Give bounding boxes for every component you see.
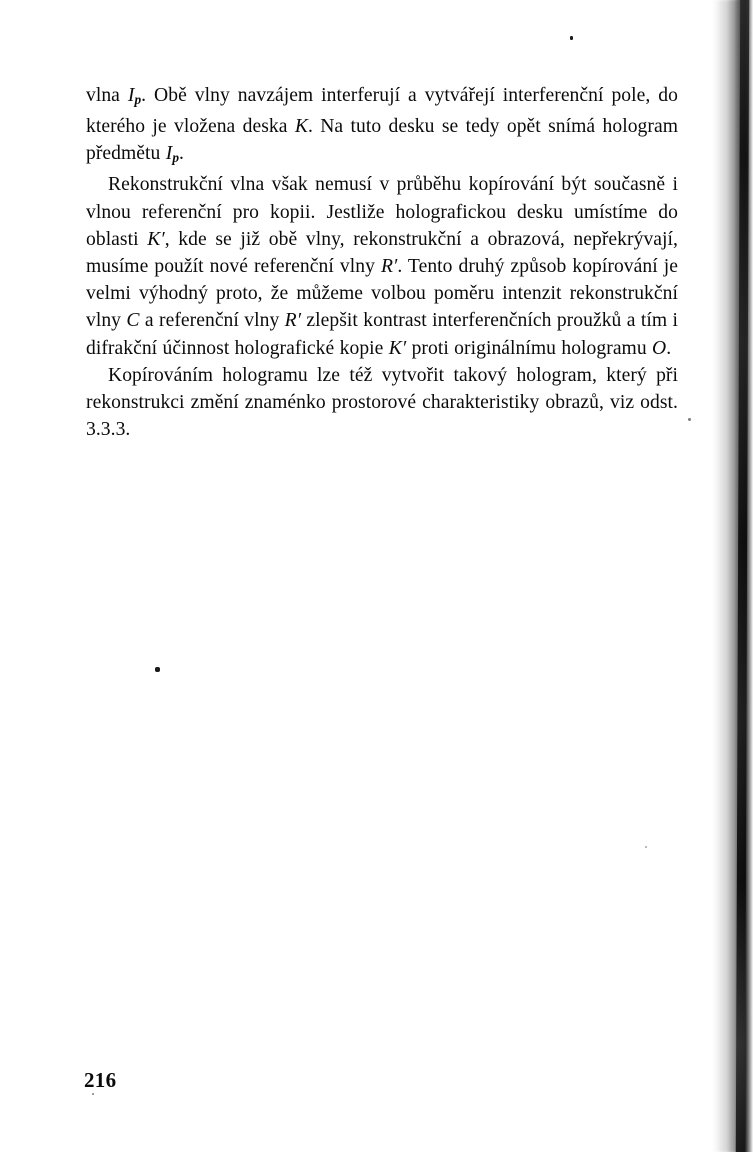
paragraph-2: Rekonstrukční vlna však nemusí v průběhu kopírování být současně i vlnou referenční pro kopii. Jestliže holografickou desku umístíme do oblasti K′, kde se již obě vlny, rekonstrukční a obrazová, nepřekrývají, musíme použít nové referenční vlny R′. Tento druhý způsob kopírování je velmi výhodný proto, že můžeme volbou poměru intenzit rekonstrukční vlny C a referenční vlny R′ zlepšit kontrast interferenčních proužků a tím i difrakční účinnost holografické kopie K′ proti originálnímu hologramu O. xyxy=(86,174,678,359)
math-variable: K′ xyxy=(388,337,407,359)
scan-speck xyxy=(92,1093,94,1095)
math-variable: C xyxy=(126,310,140,332)
math-variable: R′ xyxy=(284,310,302,332)
math-variable: $I_p$ xyxy=(165,143,179,166)
math-variable: K′ xyxy=(147,228,165,250)
body-text-block xyxy=(86,82,678,443)
scan-speck xyxy=(688,418,691,421)
math-variable: $I_p$ xyxy=(127,85,142,107)
paragraph-1: vlna $I_p$. Obě vlny navzájem interferují a vytvářejí interferenční pole, do kterého je vložena deska K. Na tuto desku se tedy opět snímá hologram předmětu $I_p$. xyxy=(86,85,679,166)
math-variable: R′ xyxy=(380,256,398,278)
math-subscript: p xyxy=(134,91,142,107)
math-variable: K xyxy=(294,116,308,138)
math-subscript: p xyxy=(172,150,179,166)
page-number: 216 xyxy=(84,1068,117,1092)
scan-speck xyxy=(645,846,647,848)
scan-speck xyxy=(570,36,573,40)
scan-gutter-spine xyxy=(736,0,749,1152)
math-variable: O xyxy=(652,337,667,359)
paragraph-3: Kopírováním hologramu lze též vytvořit takový hologram, který při rekonstrukci změní znaménko prostorové charakteristiky obrazů, viz odst. 3.3.3. xyxy=(86,364,678,441)
scan-speck xyxy=(155,667,160,672)
